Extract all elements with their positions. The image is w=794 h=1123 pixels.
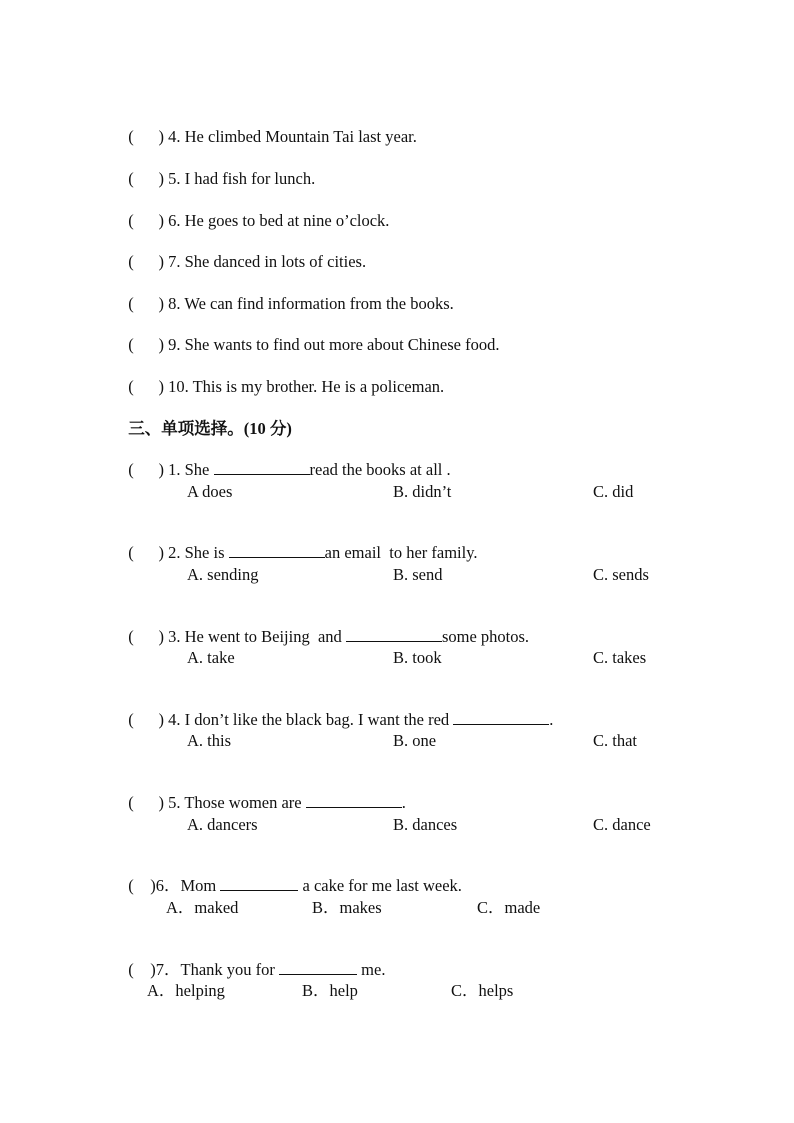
section-heading (120, 399, 292, 439)
answer-blank[interactable] (279, 960, 357, 975)
item-text: 6. He goes to bed at nine o’clock. (168, 211, 390, 230)
answer-paren[interactable]: ( ) (128, 127, 164, 146)
answer-blank[interactable] (220, 876, 298, 891)
question-text: 3. He went to Beijing and (168, 627, 346, 646)
question-6 (120, 856, 462, 896)
question-text-end: a cake for me last week. (298, 876, 462, 895)
option-b[interactable]: B. one (393, 731, 437, 750)
section-title: 三、单项选择。 (128, 419, 244, 438)
option-b[interactable]: B. send (393, 565, 443, 584)
item-text: 9. She wants to find out more about Chinese food. (168, 335, 500, 354)
option-a[interactable]: A does (187, 482, 233, 501)
item-text: 8. We can find information from the books. (168, 294, 454, 313)
judge-item-5 (120, 149, 315, 189)
question-7 (120, 940, 385, 980)
option-c[interactable]: C. takes (593, 648, 647, 667)
option-a[interactable]: A. dancers (187, 815, 258, 834)
item-text: 5. I had fish for lunch. (168, 169, 316, 188)
option-b[interactable]: B．help (302, 981, 358, 1000)
answer-paren[interactable]: ( ) (128, 377, 164, 396)
answer-paren[interactable]: ( ) (128, 460, 164, 479)
section-points: (10 分) (243, 419, 292, 438)
question-text: 7．Thank you for (155, 960, 280, 979)
item-text: 10. This is my brother. He is a policeman. (168, 377, 445, 396)
answer-blank[interactable] (229, 543, 325, 558)
answer-paren[interactable]: ( ) (128, 294, 164, 313)
option-c[interactable]: C. sends (593, 565, 649, 584)
answer-paren[interactable]: ( ) (128, 960, 156, 979)
answer-blank[interactable] (214, 460, 310, 475)
judge-item-6 (120, 191, 389, 231)
answer-paren[interactable]: ( ) (128, 335, 164, 354)
question-3 (120, 607, 529, 647)
option-c[interactable]: C．made (477, 898, 541, 917)
question-1 (120, 440, 451, 480)
judge-item-9 (120, 315, 499, 355)
option-a[interactable]: A. this (187, 731, 232, 750)
question-text: 2. She is (168, 543, 229, 562)
option-a[interactable]: A. sending (187, 565, 259, 584)
option-b[interactable]: B. dances (393, 815, 458, 834)
question-text: 4. I don’t like the black bag. I want the red (168, 710, 454, 729)
answer-blank[interactable] (346, 627, 442, 642)
question-text-end: some photos. (441, 627, 530, 646)
question-text: 6．Mom (155, 876, 221, 895)
question-text-end: . (549, 710, 554, 729)
option-c[interactable]: C. that (593, 731, 637, 750)
option-a[interactable]: A．maked (166, 898, 239, 917)
answer-paren[interactable]: ( ) (128, 211, 164, 230)
question-text: 5. Those women are (168, 793, 306, 812)
question-2 (120, 523, 478, 563)
option-a[interactable]: A. take (187, 648, 235, 667)
item-text: 7. She danced in lots of cities. (168, 252, 367, 271)
judge-item-8 (120, 274, 454, 314)
question-text-end: an email to her family. (324, 543, 478, 562)
question-4 (120, 690, 553, 730)
option-b[interactable]: B．makes (312, 898, 382, 917)
judge-item-4 (120, 107, 417, 147)
question-text-end: read the books at all . (309, 460, 451, 479)
answer-paren[interactable]: ( ) (128, 169, 164, 188)
answer-blank[interactable] (306, 793, 402, 808)
answer-paren[interactable]: ( ) (128, 793, 164, 812)
question-text-end: . (401, 793, 406, 812)
option-b[interactable]: B. took (393, 648, 442, 667)
option-b[interactable]: B. didn’t (393, 482, 452, 501)
question-5 (120, 773, 406, 813)
question-text-end: me. (357, 960, 386, 979)
option-a[interactable]: A．helping (147, 981, 225, 1000)
answer-paren[interactable]: ( ) (128, 710, 164, 729)
option-c[interactable]: C. did (593, 482, 634, 501)
answer-blank[interactable] (453, 710, 549, 725)
answer-paren[interactable]: ( ) (128, 876, 156, 895)
question-text: 1. She (168, 460, 214, 479)
judge-item-7 (120, 232, 366, 272)
answer-paren[interactable]: ( ) (128, 252, 164, 271)
option-c[interactable]: C. dance (593, 815, 651, 834)
answer-paren[interactable]: ( ) (128, 627, 164, 646)
judge-item-10 (120, 357, 444, 397)
item-text: 4. He climbed Mountain Tai last year. (168, 127, 417, 146)
option-c[interactable]: C．helps (451, 981, 514, 1000)
answer-paren[interactable]: ( ) (128, 543, 164, 562)
